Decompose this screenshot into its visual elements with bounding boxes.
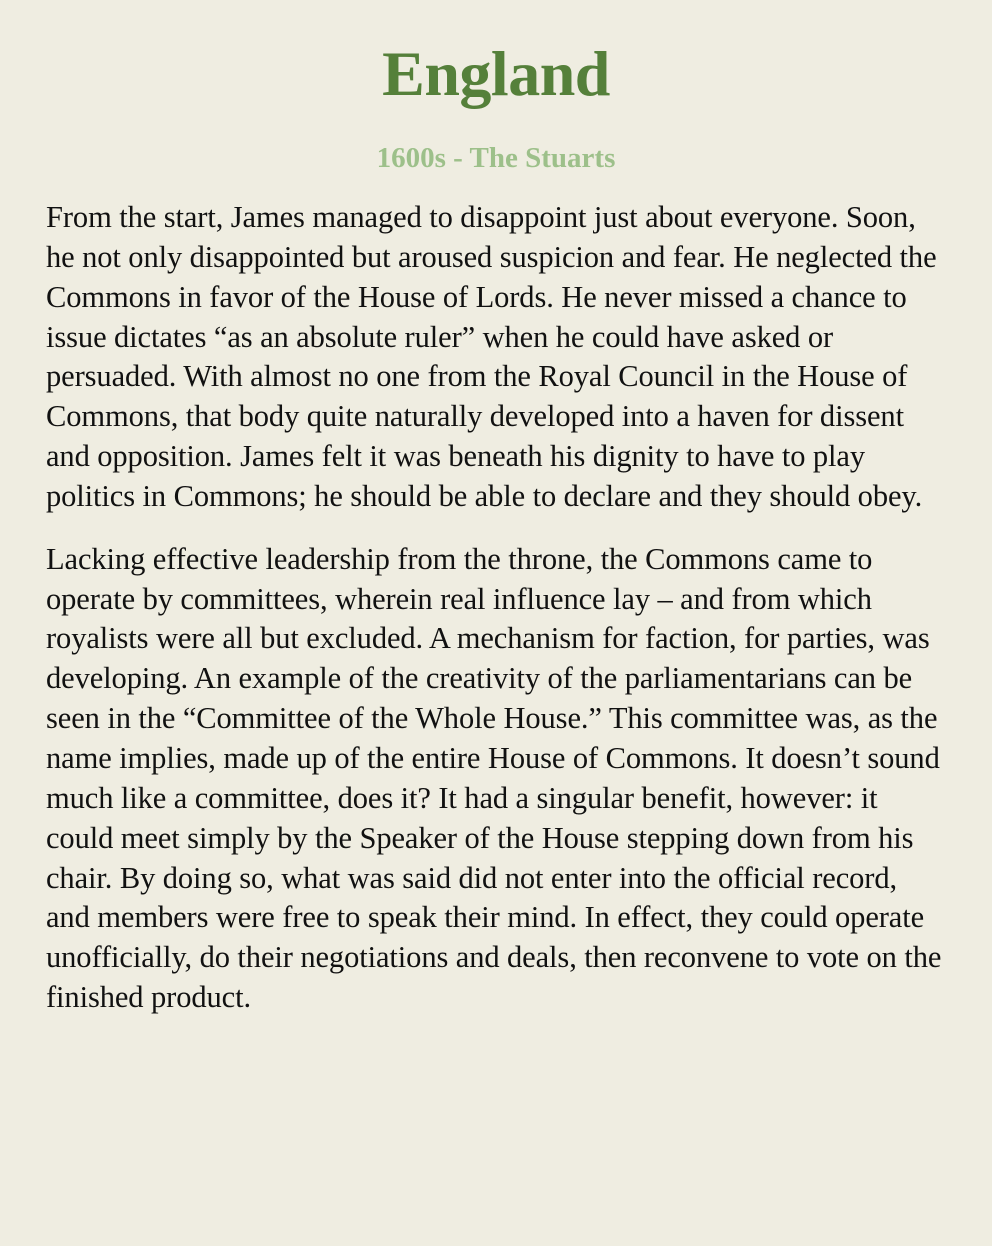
body-paragraph-1: From the start, James managed to disappoint just about everyone. Soon, he not only disappointed but aroused suspicion and fear. He neglected the Commons in favor of the House of Lords. He never missed a chance to issue dictates “as an absolute ruler” when he could have asked or persuaded. With almost no one from the Royal Council in the House of Commons, that body quite naturally developed into a haven for dissent and opposition. James felt it was beneath his dignity to have to play politics in Commons; he should be able to declare and they should obey. [46, 200, 937, 513]
body-paragraph-2: Lacking effective leadership from the throne, the Commons came to operate by committees, wherein real influence lay – and from which royalists were all but excluded. A mechanism for faction, for parties, was developing. An example of the creativity of the parliamentarians can be seen in the “Committee of the Whole House.” This committee was, as the name implies, made up of the entire House of Commons. It doesn’t sound much like a committee, does it? It had a singular benefit, however: it could meet simply by the Speaker of the House stepping down from his chair. By doing so, what was said did not enter into the official record, and members were free to speak their mind. In effect, they could operate unofficially, do their negotiations and deals, then reconvene to vote on the finished product. [46, 541, 942, 1015]
page-subtitle: 1600s - The Stuarts [376, 142, 616, 174]
page-title: England [382, 38, 610, 109]
